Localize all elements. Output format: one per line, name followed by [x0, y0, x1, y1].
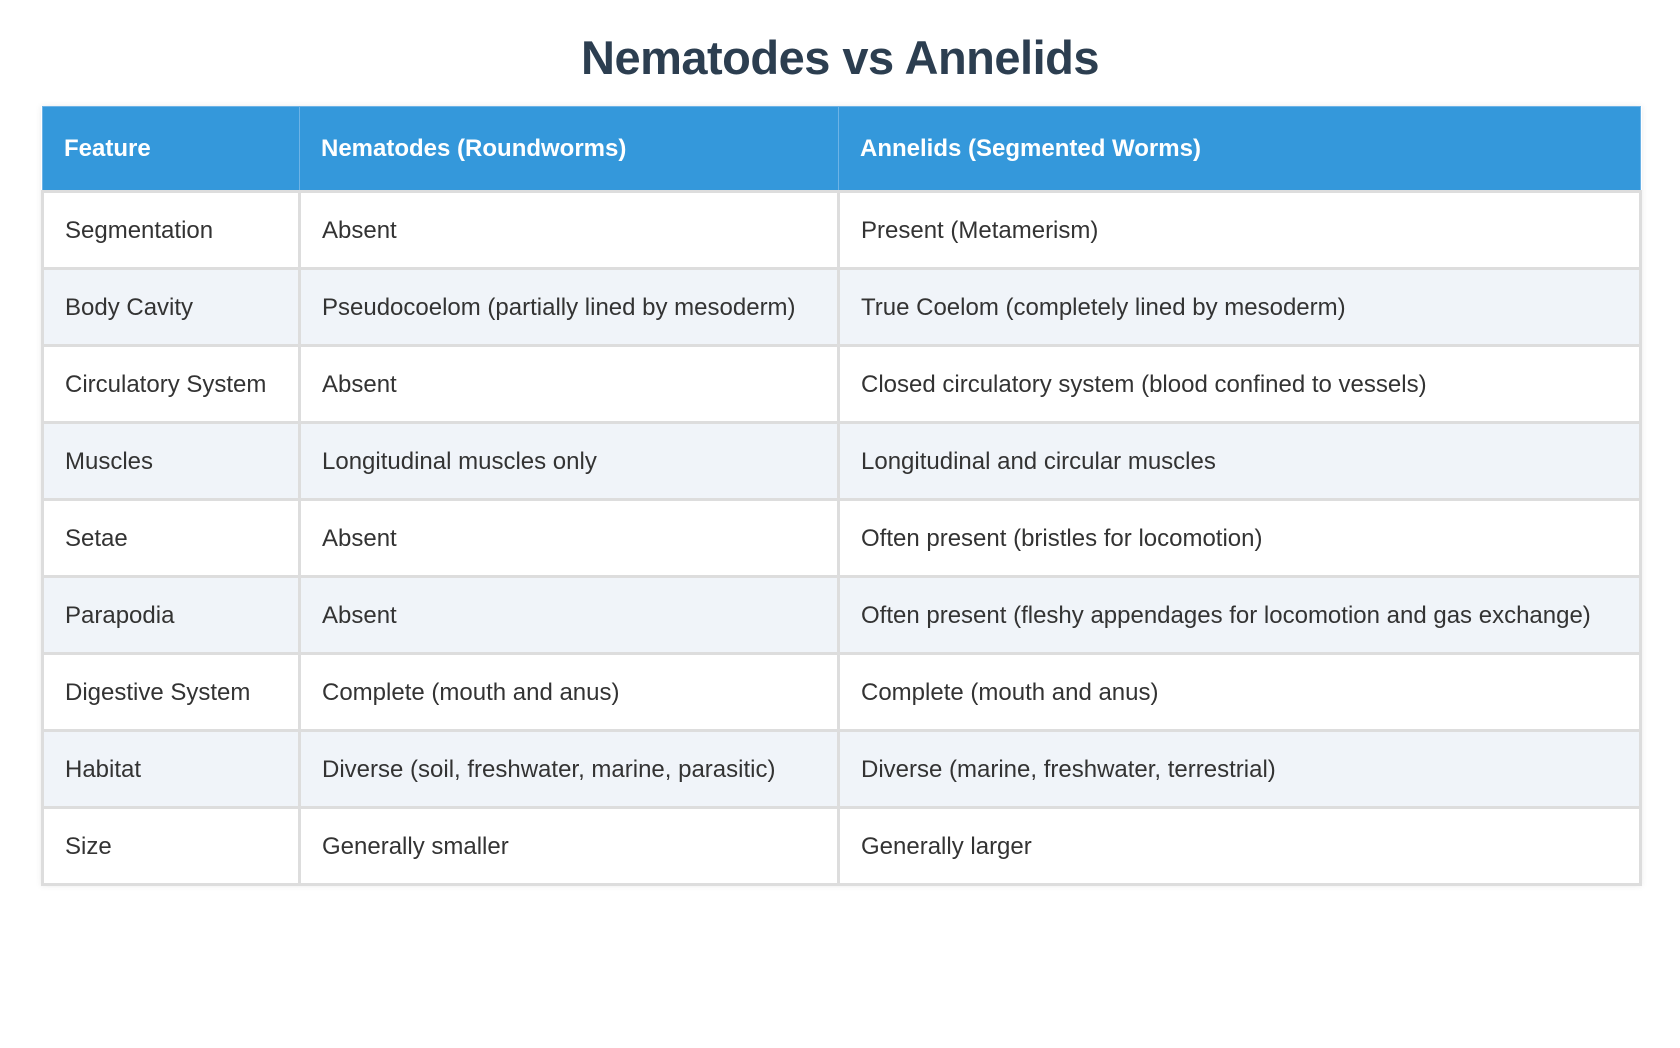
- table-row: [43, 731, 1641, 808]
- feature-cell: Segmentation: [43, 192, 300, 269]
- page-title: Nematodes vs Annelids: [581, 31, 1099, 84]
- table-header: [43, 107, 1641, 192]
- annelids-cell: Present (Metamerism): [839, 192, 1641, 269]
- column-header-annelids: Annelids (Segmented Worms): [839, 107, 1641, 192]
- table-row: [43, 192, 1641, 269]
- annelids-cell: Generally larger: [839, 808, 1641, 885]
- table-row: [43, 577, 1641, 654]
- feature-cell: Digestive System: [43, 654, 300, 731]
- nematodes-cell: Absent: [300, 577, 839, 654]
- nematodes-cell: Complete (mouth and anus): [300, 654, 839, 731]
- comparison-table: [41, 106, 1642, 886]
- feature-cell: Muscles: [43, 423, 300, 500]
- nematodes-cell: Longitudinal muscles only: [300, 423, 839, 500]
- feature-cell: Circulatory System: [43, 346, 300, 423]
- table-row: [43, 346, 1641, 423]
- nematodes-cell: Generally smaller: [300, 808, 839, 885]
- nematodes-cell: Absent: [300, 192, 839, 269]
- feature-cell: Parapodia: [43, 577, 300, 654]
- nematodes-cell: Absent: [300, 500, 839, 577]
- annelids-cell: Longitudinal and circular muscles: [839, 423, 1641, 500]
- nematodes-cell: Diverse (soil, freshwater, marine, parasitic): [300, 731, 839, 808]
- annelids-cell: Often present (bristles for locomotion): [839, 500, 1641, 577]
- header-row: [43, 107, 1641, 192]
- table-row: [43, 654, 1641, 731]
- annelids-cell: Complete (mouth and anus): [839, 654, 1641, 731]
- column-header-nematodes: Nematodes (Roundworms): [300, 107, 839, 192]
- annelids-cell: Diverse (marine, freshwater, terrestrial): [839, 731, 1641, 808]
- table-row: [43, 269, 1641, 346]
- feature-cell: Body Cavity: [43, 269, 300, 346]
- nematodes-cell: Absent: [300, 346, 839, 423]
- table-body: [43, 192, 1641, 885]
- feature-cell: Size: [43, 808, 300, 885]
- annelids-cell: Closed circulatory system (blood confined to vessels): [839, 346, 1641, 423]
- annelids-cell: True Coelom (completely lined by mesoderm): [839, 269, 1641, 346]
- nematodes-cell: Pseudocoelom (partially lined by mesoderm): [300, 269, 839, 346]
- column-header-feature: Feature: [43, 107, 300, 192]
- table-row: [43, 808, 1641, 885]
- table-row: [43, 423, 1641, 500]
- annelids-cell: Often present (fleshy appendages for locomotion and gas exchange): [839, 577, 1641, 654]
- table-row: [43, 500, 1641, 577]
- feature-cell: Setae: [43, 500, 300, 577]
- feature-cell: Habitat: [43, 731, 300, 808]
